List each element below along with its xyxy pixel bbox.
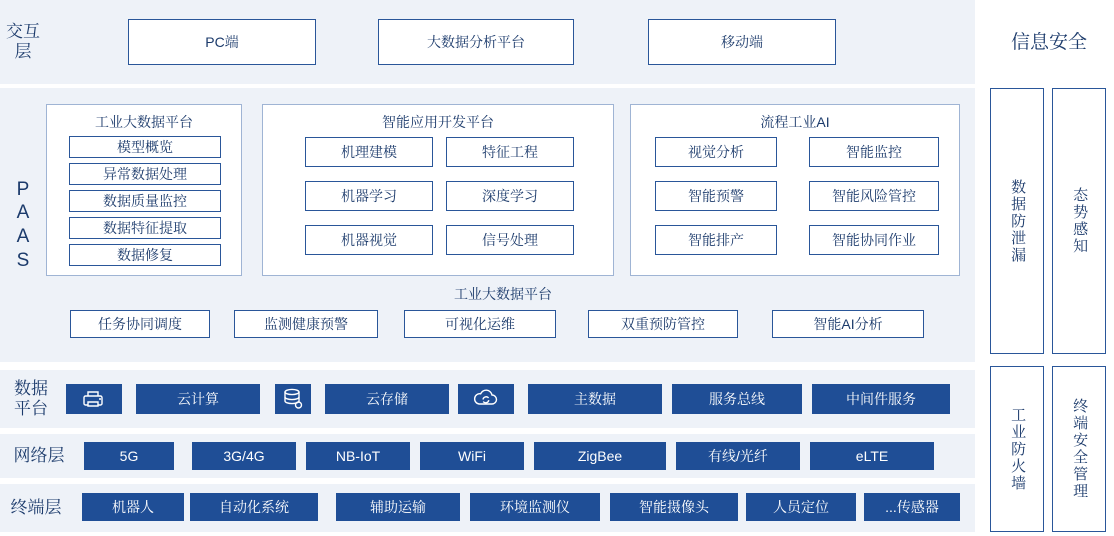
security-item-situational-awareness-label: 态势感知 <box>1071 187 1089 255</box>
layer-label-interactive: 交互层 <box>6 22 40 61</box>
paas-bottom-item-health-warning[interactable]: 监测健康预警 <box>234 310 378 338</box>
network-item-wired-fiber[interactable]: 有线/光纤 <box>676 442 800 470</box>
paas-item-signal-processing[interactable]: 信号处理 <box>446 225 574 255</box>
layer-data-platform <box>0 370 975 428</box>
data-platform-item-master-data[interactable]: 主数据 <box>528 384 662 414</box>
terminal-item-robot[interactable]: 机器人 <box>82 493 184 521</box>
cloud-sync-icon <box>458 384 514 414</box>
data-platform-item-service-bus[interactable]: 服务总线 <box>672 384 802 414</box>
data-platform-label-line2: 平台 <box>14 399 48 418</box>
database-gear-icon <box>275 384 311 414</box>
paas-bottom-item-task-scheduling[interactable]: 任务协同调度 <box>70 310 210 338</box>
paas-item-mechanism-modeling[interactable]: 机理建模 <box>305 137 433 167</box>
terminal-item-sensors[interactable]: ...传感器 <box>864 493 960 521</box>
security-column <box>984 0 1114 536</box>
layer-network <box>0 434 975 478</box>
paas-item-visual-analysis[interactable]: 视觉分析 <box>655 137 777 167</box>
paas-item-data-repair[interactable]: 数据修复 <box>69 244 221 266</box>
group-title-app-dev: 智能应用开发平台 <box>382 114 494 130</box>
layer-label-data-platform <box>0 370 62 428</box>
layer-paas <box>0 88 975 362</box>
terminal-item-smart-camera[interactable]: 智能摄像头 <box>610 493 738 521</box>
paas-group-app-dev <box>262 104 614 276</box>
terminal-item-environment-monitor[interactable]: 环境监测仪 <box>470 493 600 521</box>
network-item-elte[interactable]: eLTE <box>810 442 934 470</box>
layer-label-paas <box>0 88 46 362</box>
network-item-nbiot[interactable]: NB-IoT <box>306 442 410 470</box>
paas-char-p: P <box>16 178 30 200</box>
security-item-situational-awareness[interactable] <box>1052 88 1106 354</box>
layer-label-terminal: 终端层 <box>10 498 62 518</box>
paas-item-machine-vision[interactable]: 机器视觉 <box>305 225 433 255</box>
paas-item-model-overview[interactable]: 模型概览 <box>69 136 221 158</box>
data-platform-label-line1: 数据 <box>14 379 48 399</box>
terminal-item-personnel-location[interactable]: 人员定位 <box>746 493 856 521</box>
security-item-terminal-security[interactable] <box>1052 366 1106 532</box>
paas-char-a1: A <box>16 202 30 224</box>
paas-group-process-ai <box>630 104 960 276</box>
paas-item-deep-learning[interactable]: 深度学习 <box>446 181 574 211</box>
terminal-item-auxiliary-transport[interactable]: 辅助运输 <box>336 493 460 521</box>
paas-group-industrial-bigdata <box>46 104 242 276</box>
data-platform-item-middleware[interactable]: 中间件服务 <box>812 384 950 414</box>
security-item-data-leak-prevention-label: 数据防泄漏 <box>1009 178 1027 264</box>
layer-label-network: 网络层 <box>13 446 65 466</box>
interactive-item-pc[interactable]: PC端 <box>128 19 316 65</box>
layer-terminal <box>0 484 975 532</box>
network-item-5g[interactable]: 5G <box>84 442 174 470</box>
security-title: 信息安全 <box>1010 31 1087 53</box>
paas-item-smart-warning[interactable]: 智能预警 <box>655 181 777 211</box>
network-item-3g4g[interactable]: 3G/4G <box>192 442 296 470</box>
security-item-terminal-security-label: 终端安全管理 <box>1071 398 1089 500</box>
data-platform-item-cloud-storage[interactable]: 云存储 <box>325 384 449 414</box>
group-title-process-ai: 流程工业AI <box>760 114 830 130</box>
paas-item-abnormal-data[interactable]: 异常数据处理 <box>69 163 221 185</box>
network-item-wifi[interactable]: WiFi <box>420 442 524 470</box>
paas-bottom-item-ai-analysis[interactable]: 智能AI分析 <box>772 310 924 338</box>
paas-bottom-title: 工业大数据平台 <box>454 286 552 302</box>
security-item-industrial-firewall[interactable] <box>990 366 1044 532</box>
terminal-item-automation-system[interactable]: 自动化系统 <box>190 493 318 521</box>
data-platform-item-cloud-computing[interactable]: 云计算 <box>136 384 260 414</box>
paas-item-feature-engineering[interactable]: 特征工程 <box>446 137 574 167</box>
network-item-zigbee[interactable]: ZigBee <box>534 442 666 470</box>
interactive-item-mobile[interactable]: 移动端 <box>648 19 836 65</box>
interactive-item-bigdata-platform[interactable]: 大数据分析平台 <box>378 19 574 65</box>
security-item-data-leak-prevention[interactable] <box>990 88 1044 354</box>
paas-item-machine-learning[interactable]: 机器学习 <box>305 181 433 211</box>
paas-item-feature-extract[interactable]: 数据特征提取 <box>69 217 221 239</box>
layer-interactive <box>0 0 975 84</box>
group-title-industrial-bigdata: 工业大数据平台 <box>95 114 193 130</box>
security-item-industrial-firewall-label: 工业防火墙 <box>1009 406 1027 492</box>
paas-bottom-item-visual-ops[interactable]: 可视化运维 <box>404 310 556 338</box>
paas-bottom-item-dual-prevention[interactable]: 双重预防管控 <box>588 310 738 338</box>
paas-item-smart-scheduling[interactable]: 智能排产 <box>655 225 777 255</box>
paas-item-smart-monitor[interactable]: 智能监控 <box>809 137 939 167</box>
paas-char-a2: A <box>16 226 30 247</box>
paas-item-collaborative-work[interactable]: 智能协同作业 <box>809 225 939 255</box>
paas-char-s: S <box>16 249 30 271</box>
paas-item-data-quality[interactable]: 数据质量监控 <box>69 190 221 212</box>
printer-cloud-icon <box>66 384 122 414</box>
paas-item-risk-control[interactable]: 智能风险管控 <box>809 181 939 211</box>
